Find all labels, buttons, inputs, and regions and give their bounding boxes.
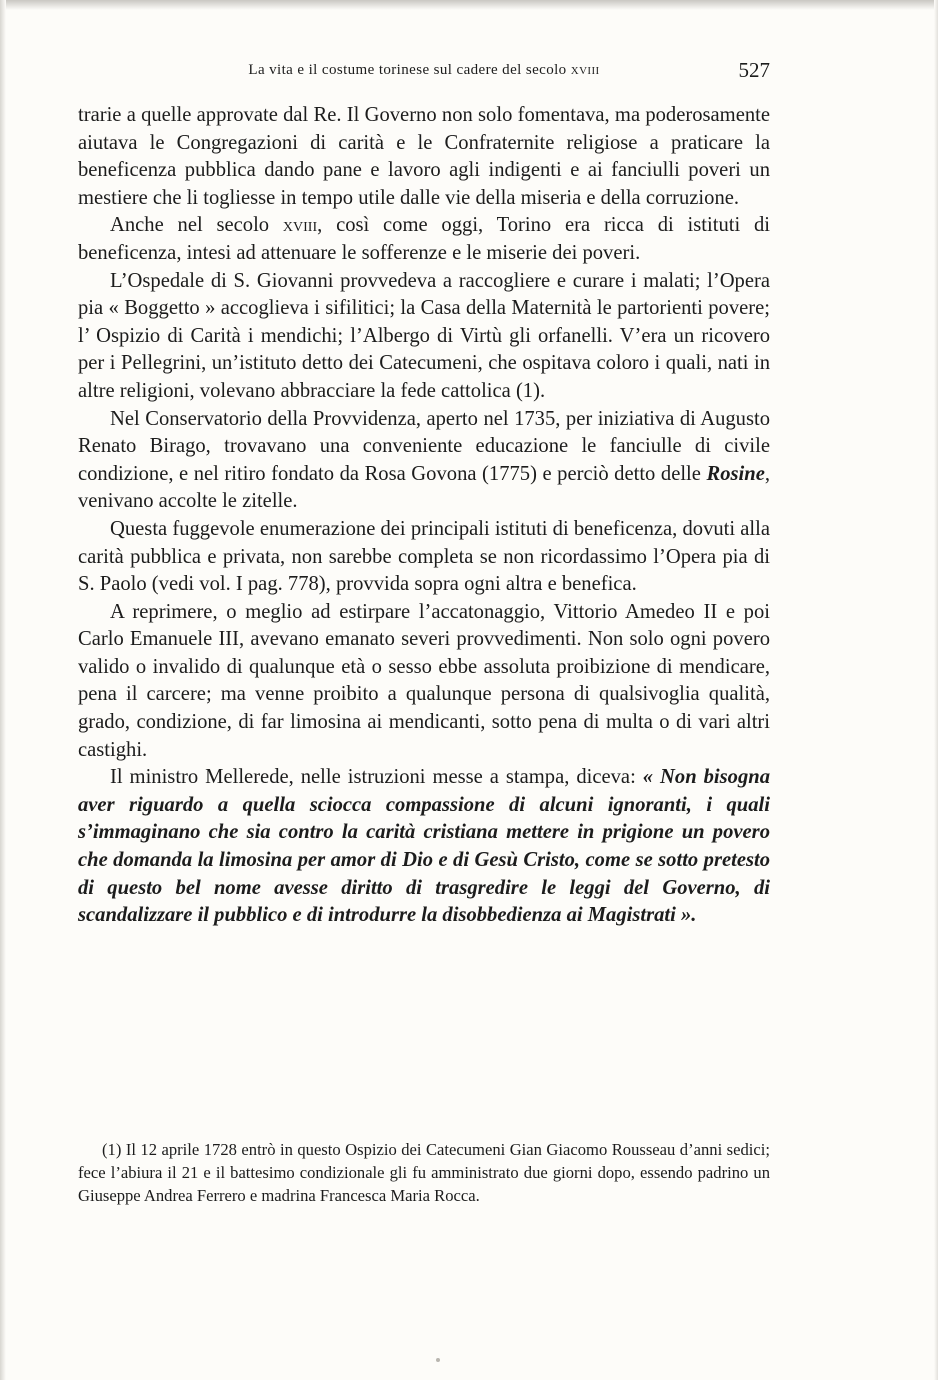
running-title-text: La vita e il costume torinese sul cadere del secolo <box>248 62 571 78</box>
running-head <box>78 58 770 88</box>
paragraph-mellerede-intro: Il ministro Mellerede, nelle istruzioni messe a stampa, diceva: <box>110 766 643 789</box>
paragraph-enumerazione: Questa fuggevole enumerazione dei principali istituti di beneficenza, dovuti alla carità pubblica e privata, non sarebbe completa se non ricordassimo l’Opera pia di S. Paolo (vedi vol. I pag. 778), provvida sopra ogni altra e benefica. <box>78 517 770 596</box>
footnote-area <box>78 1138 770 1207</box>
body-text <box>78 102 770 930</box>
running-title-century: xviii <box>570 62 600 78</box>
paragraph-istituti-start: Anche nel secolo <box>110 214 283 237</box>
page-number: 527 <box>738 58 770 82</box>
paragraph-accatonaggio: A reprimere, o meglio ad estirpare l’accatonaggio, Vittorio Amedeo II e poi Carlo Emanuele III, avevano emanato severi provvedimenti. Non solo ogni povero valido o invalido di qualunque età o sesso ebbe assoluta proibizione di mendicare, pena il carcere; ma venne proibito a qualunque persona di qualsivoglia qualità, grado, condizione, di far limosina ai mendicanti, sotto pena di multa o di vari altri castighi. <box>78 600 770 761</box>
paragraph-istituti <box>78 212 770 267</box>
quotation: « Non bisogna aver riguardo a quella sciocca compassione di alcuni ignoranti, i quali s’immaginano che sia contro la carità cristiana mettere in prigione un povero che domanda la limosina per amor di Dio e di Gesù Cristo, come se sotto pretesto di questo bel nome avesse diritto di trasgredire le leggi del Governo, di scandalizzare il pubblico e di introdurre la disobbedienza ai Magistrati ». <box>78 766 771 927</box>
page-edge-left <box>0 0 6 1380</box>
paragraph-ospedale: L’Ospedale di S. Giovanni provvedeva a raccogliere e curare i malati; l’Opera pia « Boggetto » accoglieva i sifilitici; la Casa della Maternità le partorienti povere; l’ Ospizio di Carità i mendichi; l’Albergo di Virtù gli orfanelli. V’era un ricovero per i Pellegrini, un’istituto detto dei Catecumeni, che ospitava coloro i quali, nati in altre religioni, volevano abbracciare la fede cattolica (1). <box>78 269 770 402</box>
paragraph-conservatorio-start: Nel Conservatorio della Provvidenza, aperto nel 1735, per iniziativa di Augusto Renato Birago, trovavano una conveniente educazione le fanciulle di civile condizione, e nel ritiro fondato da Rosa Govona (1775) e perciò detto delle <box>78 407 770 485</box>
paragraph-conservatorio-end: , venivano accolte le zitelle. <box>78 462 770 513</box>
emphasis-rosine: Rosine <box>706 462 765 485</box>
paper-speck <box>436 1358 440 1362</box>
page-edge-right <box>934 0 938 1380</box>
page-edge-shadow <box>0 0 938 10</box>
paragraph-conservatorio <box>78 406 770 516</box>
century-numeral: xviii <box>282 214 318 237</box>
paragraph-continuation: trarie a quelle approvate dal Re. Il Governo non solo fomentava, ma poderosamente aiutava le Congregazioni di carità e le Confraternite religiose a praticare la beneficenza pubblica dando pane e lavoro agli indigenti e ai fanciulli poveri un mestiere che li togliesse in tempo utile dalle vie della miseria e della corruzione. <box>78 104 770 209</box>
paragraph-mellerede <box>78 764 770 930</box>
paragraph-istituti-end: , così come oggi, Torino era ricca di istituti di beneficenza, intesi ad attenuare le sofferenze e le miserie dei poveri. <box>78 214 770 264</box>
running-title <box>78 62 770 79</box>
footnote: (1) Il 12 aprile 1728 entrò in questo Ospizio dei Catecumeni Gian Giacomo Rousseau d’anni sedici; fece l’abiura il 21 e il battesimo condizionale gli fu amministrato due giorni dopo, essendo padrino un Giuseppe Andrea Ferrero e madrina Francesca Maria Rocca. <box>78 1140 770 1205</box>
